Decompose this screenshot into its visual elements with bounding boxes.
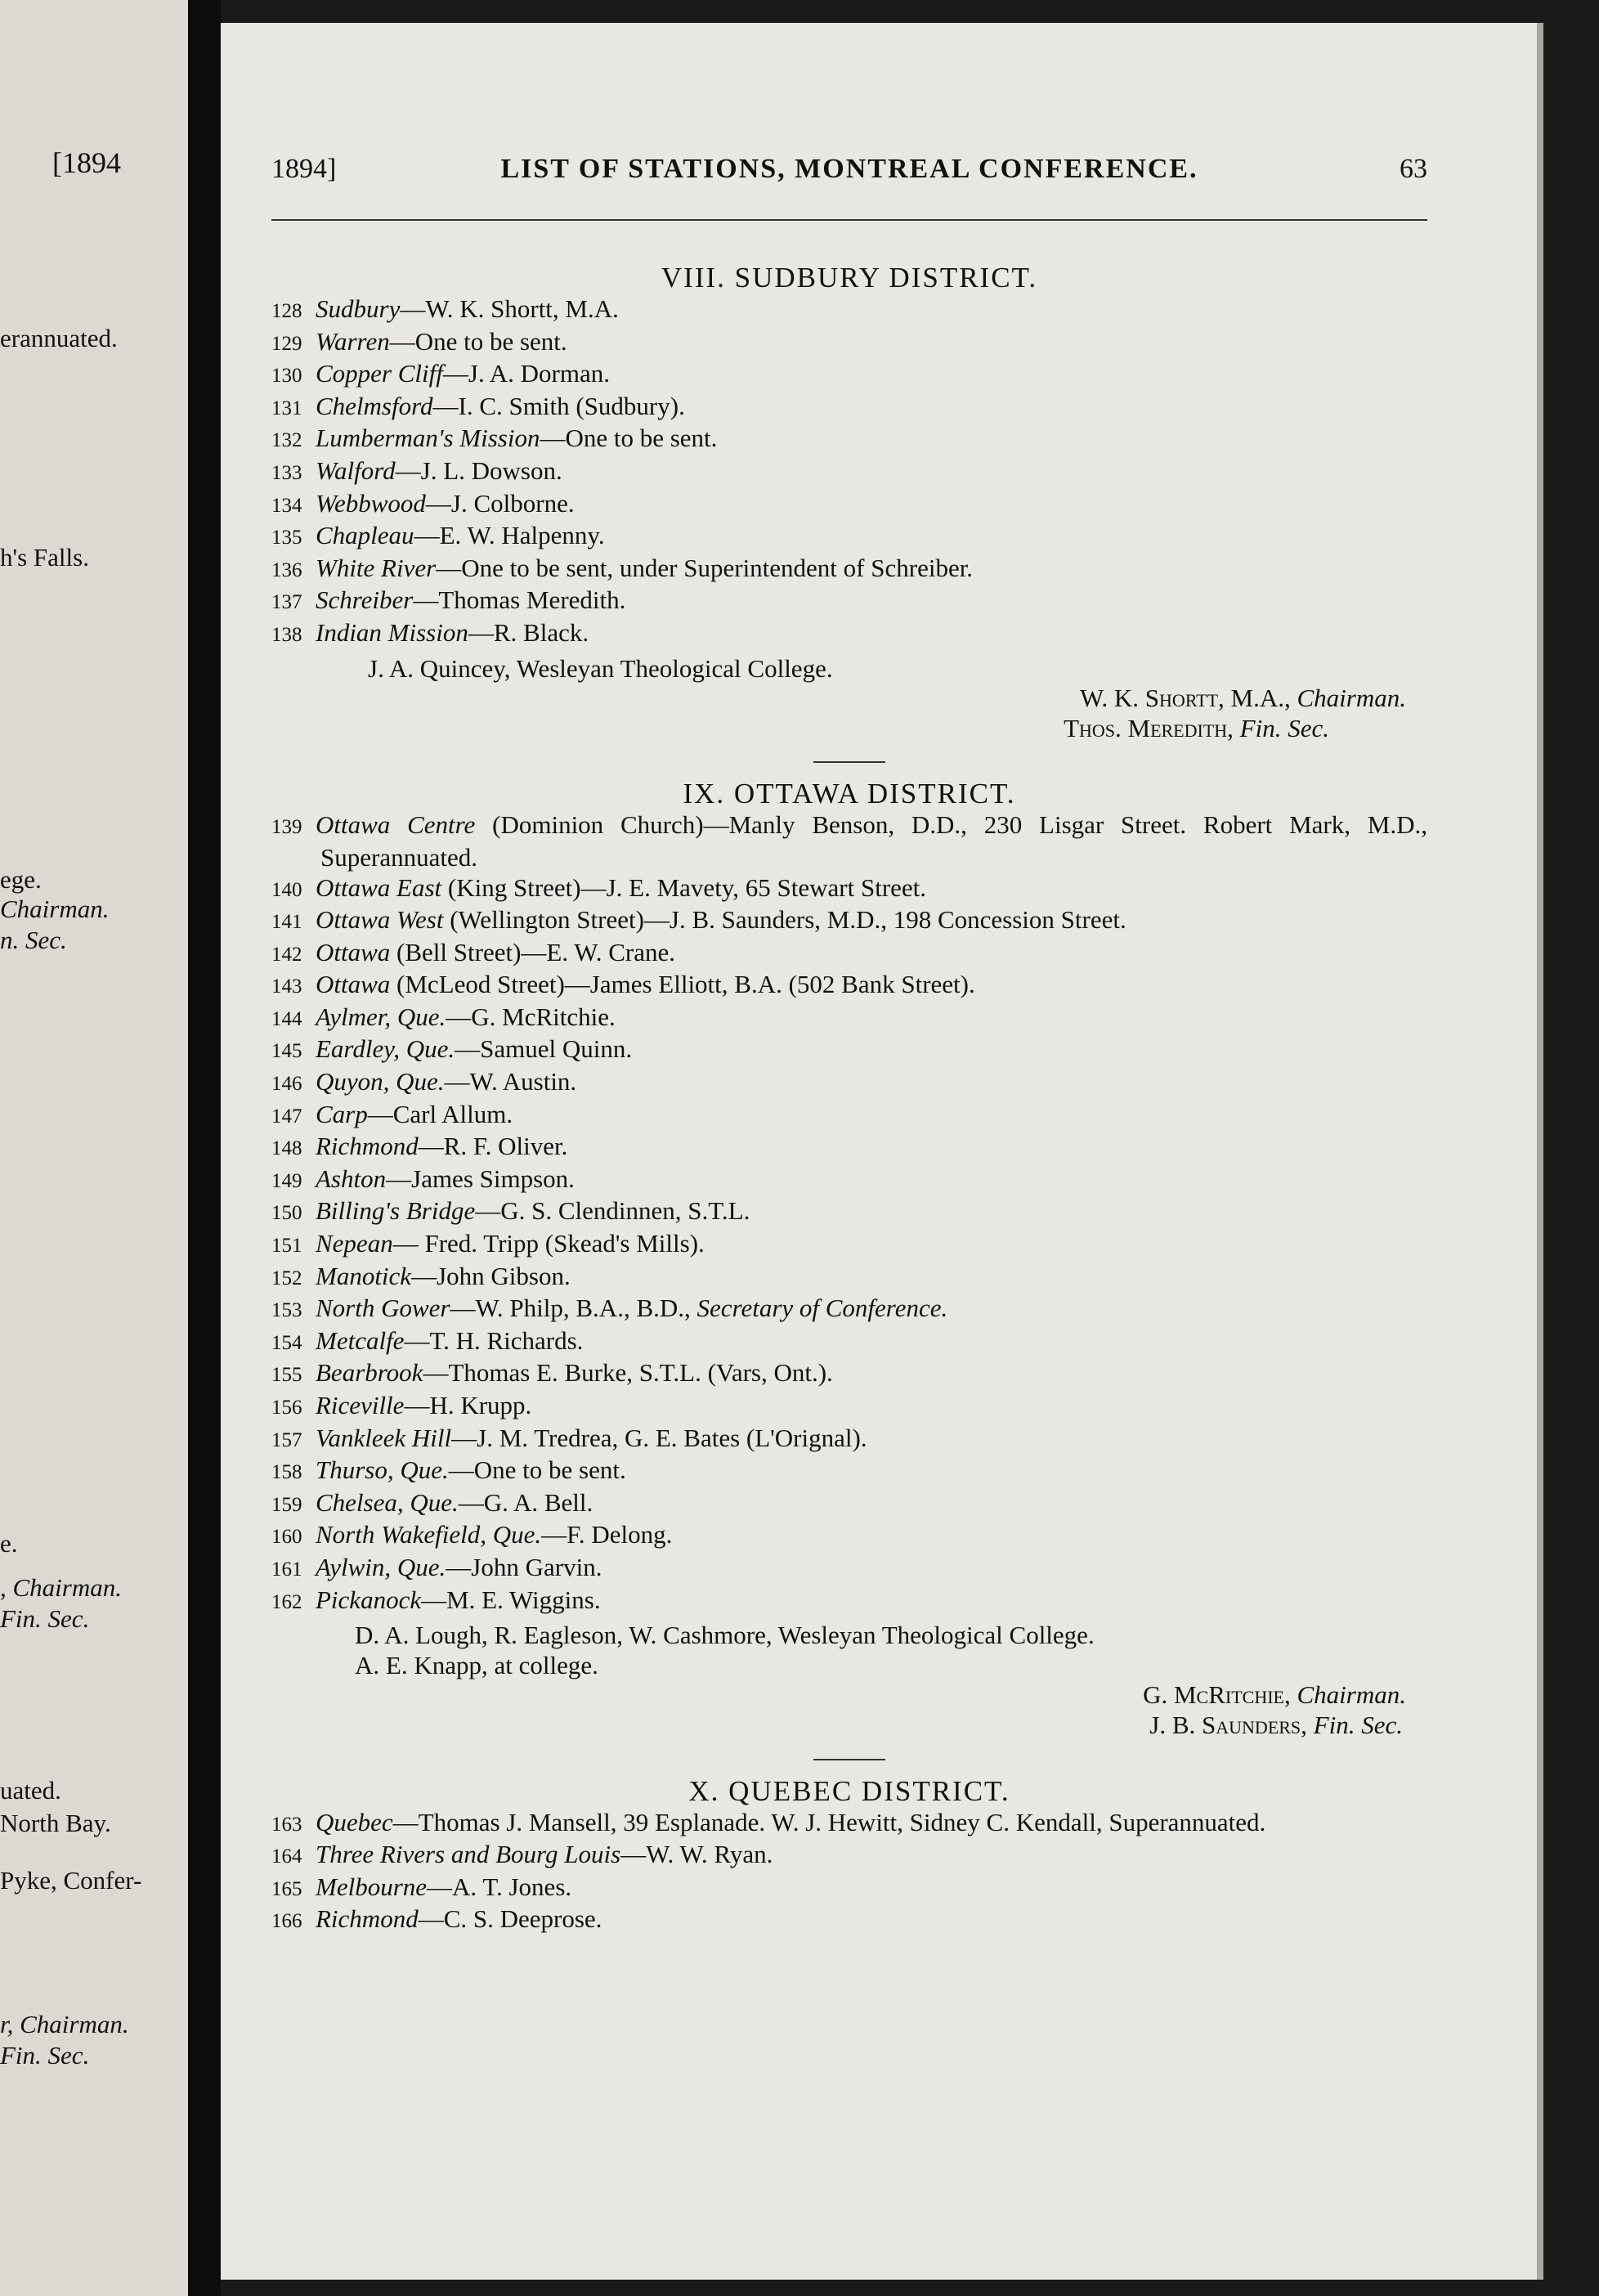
station-appointment: —Carl Allum. [367,1099,513,1128]
station-appointment: —A. T. Jones. [427,1872,572,1901]
station-place: Ottawa West [316,905,444,935]
station-entry [271,554,1427,586]
station-entry [271,294,1427,327]
station-entry [271,1262,1427,1294]
station-appointment: —One to be sent. [540,424,718,453]
station-entry [271,1904,1427,1937]
station-place: Ashton [316,1164,387,1193]
station-appointment: —James Simpson. [386,1164,575,1193]
station-place: Warren [316,326,390,356]
station-place: Ottawa East [316,872,442,902]
station-entry [271,1100,1427,1132]
station-entry [271,1520,1427,1553]
station-place: Carp [316,1099,368,1128]
fin-sec-role: Fin. Sec. [1239,713,1329,742]
station-entry [271,1585,1427,1618]
header-title: LIST OF STATIONS, MONTREAL CONFERENCE. [500,154,1198,184]
station-place: Metcalfe [316,1325,405,1355]
station-place: Three Rivers and Bourg Louis [316,1840,621,1869]
section-divider [813,1759,885,1760]
chairman-role: Chairman. [1297,1680,1406,1710]
station-entry [271,1424,1427,1456]
station-number: 163 [271,1813,302,1836]
station-appointment: —One to be sent. [389,326,567,356]
station-appointment: —M. E. Wiggins. [421,1585,601,1614]
station-number: 160 [271,1526,302,1549]
district-title-quebec: X. QUEBEC DISTRICT. [688,1774,1010,1807]
station-appointment: —W. K. Shortt, M.A. [400,294,619,323]
station-number: 135 [271,527,302,549]
station-place: North Wakefield, Que. [316,1520,542,1549]
station-appointment: —I. C. Smith (Sudbury). [432,391,685,420]
station-appointment: —Thomas Meredith. [413,585,626,615]
station-entry [271,1553,1427,1585]
left-fragment-line: , Chairman. [0,1573,122,1602]
station-number: 165 [271,1877,302,1900]
station-entry [271,1229,1427,1262]
station-appointment: —J. M. Tredrea, G. E. Bates (L'Orignal). [451,1423,867,1452]
station-appointment: —Samuel Quinn. [455,1034,633,1064]
station-number: 138 [271,623,302,646]
station-entry [271,456,1427,489]
left-fragment-line: Chairman. [0,895,110,923]
district-note: A. E. Knapp, at college. [355,1650,598,1679]
left-fragment-line: h's Falls. [0,543,89,572]
station-place: Ottawa [316,970,391,999]
station-number: 158 [271,1461,302,1484]
left-fragment-line: Fin. Sec. [0,1604,90,1633]
station-place: Copper Cliff [316,359,443,388]
chairman-line [271,1680,1427,1711]
station-appointment: (King Street)—J. E. Mavety, 65 Stewart Street. [441,872,927,902]
left-fragment-line: uated. [0,1776,61,1805]
station-appointment: (Wellington Street)—J. B. Saunders, M.D., 198 Concession Street. [443,905,1126,935]
station-entry [271,1455,1427,1488]
station-place: Ottawa Centre [316,810,476,840]
station-place: Riceville [316,1391,405,1419]
station-number: 155 [271,1364,302,1387]
station-appointment: —J. A. Dorman. [442,359,610,388]
station-number: 161 [271,1558,302,1581]
left-fragment-line: r, Chairman. [0,2010,129,2038]
station-place: Quyon, Que. [316,1067,445,1096]
station-number: 156 [271,1397,302,1419]
header-rule [271,219,1427,221]
station-place: Chelsea, Que. [316,1487,459,1517]
station-place: Vankleek Hill [316,1423,452,1452]
station-appointment: —One to be sent. [448,1455,626,1485]
header-year: 1894] [271,154,337,184]
station-appointment: —G. McRitchie. [446,1002,616,1031]
station-number: 152 [271,1267,302,1289]
station-appointment: —C. S. Deeprose. [418,1904,602,1934]
station-place: Sudbury [316,294,401,323]
station-number: 137 [271,591,302,614]
station-place: Nepean [316,1229,393,1258]
station-number: 129 [271,332,302,355]
station-place: Bearbrook [316,1358,423,1388]
station-entry [271,938,1427,971]
station-entry [271,1391,1427,1424]
station-number: 154 [271,1331,302,1354]
station-entry [271,1034,1427,1067]
book-spine [188,0,221,2296]
left-fragment-line: erannuated. [0,324,118,352]
station-entry [271,327,1427,360]
station-appointment: —G. S. Clendinnen, S.T.L. [475,1196,750,1226]
left-fragment-line: e. [0,1529,18,1558]
station-entry [271,1358,1427,1391]
station-place: Richmond [316,1904,419,1934]
left-page-header: [1894 [52,146,121,179]
station-entry [271,359,1427,392]
station-number: 150 [271,1202,302,1225]
station-entry [271,873,1427,906]
station-number: 136 [271,558,302,581]
station-place: Pickanock [316,1585,422,1614]
station-appointment: —J. Colborne. [425,488,575,518]
station-entry [271,1488,1427,1521]
chairman-role: Chairman. [1297,684,1406,713]
station-number: 149 [271,1169,302,1192]
station-place: Melbourne [316,1872,428,1901]
station-appointment: —W. Philp, B.A., B.D., [450,1294,697,1323]
fin-sec-name: Thos. Meredith, [1064,713,1234,742]
station-appointment: —T. H. Richards. [404,1325,584,1355]
running-header [271,154,1427,193]
station-number: 128 [271,300,302,322]
station-number: 151 [271,1235,302,1258]
station-place: Aylmer, Que. [316,1002,446,1031]
station-place: Chelmsford [316,391,433,420]
station-entry [271,1067,1427,1100]
sudbury-entries [271,294,1427,651]
station-appointment: —H. Krupp. [404,1391,532,1419]
station-place: Eardley, Que. [316,1034,455,1064]
station-number: 139 [271,816,302,839]
left-fragment-line: North Bay. [0,1809,111,1837]
station-number: 133 [271,461,302,484]
section-divider [813,761,885,763]
station-number: 147 [271,1105,302,1128]
station-appointment: —W. Austin. [444,1067,577,1096]
station-number: 159 [271,1493,302,1516]
station-entry [271,1808,1427,1841]
station-number: 143 [271,975,302,998]
station-number: 134 [271,494,302,517]
station-entry [271,1196,1427,1229]
station-number: 145 [271,1040,302,1063]
fin-sec-role: Fin. Sec. [1313,1710,1403,1739]
station-place: Aylwin, Que. [316,1552,446,1581]
left-fragment-line: n. Sec. [0,926,67,954]
station-place: Walford [316,455,396,485]
station-place: Manotick [316,1261,412,1290]
station-place: Ottawa [316,937,391,966]
station-place: Thurso, Que. [316,1455,449,1485]
station-number: 164 [271,1845,302,1868]
station-appointment: —John Gibson. [411,1261,571,1290]
station-entry [271,1132,1427,1164]
fin-sec-line [271,1711,1427,1741]
left-fragment-line: ege. [0,865,42,894]
station-number: 132 [271,429,302,452]
station-entry [271,810,1427,872]
station-place: North Gower [316,1294,450,1323]
chairman-line [271,684,1427,714]
station-appointment: —One to be sent, under Superintendent of Schreiber. [436,553,974,582]
station-place: Indian Mission [316,617,468,647]
fin-sec-line [271,714,1427,744]
district-note: J. A. Quincey, Wesleyan Theological College. [368,653,833,683]
station-appointment: —W. W. Ryan. [620,1840,773,1869]
station-number: 157 [271,1428,302,1451]
station-entry [271,392,1427,424]
station-number: 141 [271,911,302,934]
station-entry [271,1164,1427,1197]
station-number: 153 [271,1299,302,1322]
district-title-ottawa: IX. OTTAWA DISTRICT. [683,778,1016,810]
station-number: 146 [271,1073,302,1096]
station-place: Richmond [316,1132,419,1161]
station-place: White River [316,553,437,582]
left-page-fragment [0,0,188,2296]
station-appointment: — Fred. Tripp (Skead's Mills). [392,1229,705,1258]
station-number: 144 [271,1007,302,1030]
district-note: D. A. Lough, R. Eagleson, W. Cashmore, Wesleyan Theological College. [355,1621,1095,1650]
station-number: 162 [271,1590,302,1613]
main-page [221,23,1537,2280]
station-number: 148 [271,1137,302,1160]
station-appointment: —R. Black. [468,617,589,647]
station-appointment: —R. F. Oliver. [418,1132,568,1161]
station-place: Chapleau [316,521,414,550]
station-entry [271,1002,1427,1035]
station-place: Webbwood [316,488,426,518]
left-fragment-line: Fin. Sec. [0,2041,90,2070]
station-office: Secretary of Conference. [696,1294,948,1323]
station-number: 166 [271,1910,302,1933]
station-number: 140 [271,878,302,901]
station-number: 130 [271,365,302,388]
page-number: 63 [1400,154,1427,184]
station-appointment: (Bell Street)—E. W. Crane. [390,937,675,966]
station-place: Lumberman's Mission [316,424,540,453]
station-appointment: —G. A. Bell. [458,1487,593,1517]
station-place: Billing's Bridge [316,1196,476,1226]
station-appointment: (Dominion Church)—Manly Benson, D.D., 230 Lisgar Street. Robert Mark, M.D., Superannuated. [320,810,1427,872]
ottawa-entries [271,810,1427,1617]
station-appointment: —Thomas J. Mansell, 39 Esplanade. W. J. Hewitt, Sidney C. Kendall, Superannuated. [392,1807,1266,1836]
station-appointment: —E. W. Halpenny. [414,521,605,550]
station-appointment: (McLeod Street)—James Elliott, B.A. (502 Bank Street). [390,970,975,999]
station-number: 142 [271,943,302,966]
station-appointment: —J. L. Dowson. [395,455,562,485]
station-entry [271,1872,1427,1905]
station-appointment: —Thomas E. Burke, S.T.L. (Vars, Ont.). [423,1358,833,1388]
station-entry [271,970,1427,1002]
station-place: Schreiber [316,585,414,615]
station-entry [271,1294,1427,1326]
station-entry [271,489,1427,522]
chairman-name: G. McRitchie, [1143,1680,1291,1710]
station-number: 131 [271,397,302,419]
station-entry [271,1326,1427,1359]
station-appointment: —F. Delong. [541,1520,673,1549]
station-entry [271,1840,1427,1872]
fin-sec-name: J. B. Saunders, [1149,1710,1307,1739]
district-title-sudbury: VIII. SUDBURY DISTRICT. [661,262,1038,294]
station-entry [271,521,1427,554]
quebec-entries [271,1808,1427,1937]
stations-list [271,262,1427,1937]
station-entry [271,618,1427,651]
left-fragment-line: Pyke, Confer- [0,1866,142,1895]
station-entry [271,585,1427,618]
station-entry [271,905,1427,938]
station-place: Quebec [316,1807,393,1836]
chairman-name: W. K. Shortt, M.A., [1080,684,1291,713]
station-appointment: —John Garvin. [446,1552,602,1581]
station-entry [271,424,1427,456]
